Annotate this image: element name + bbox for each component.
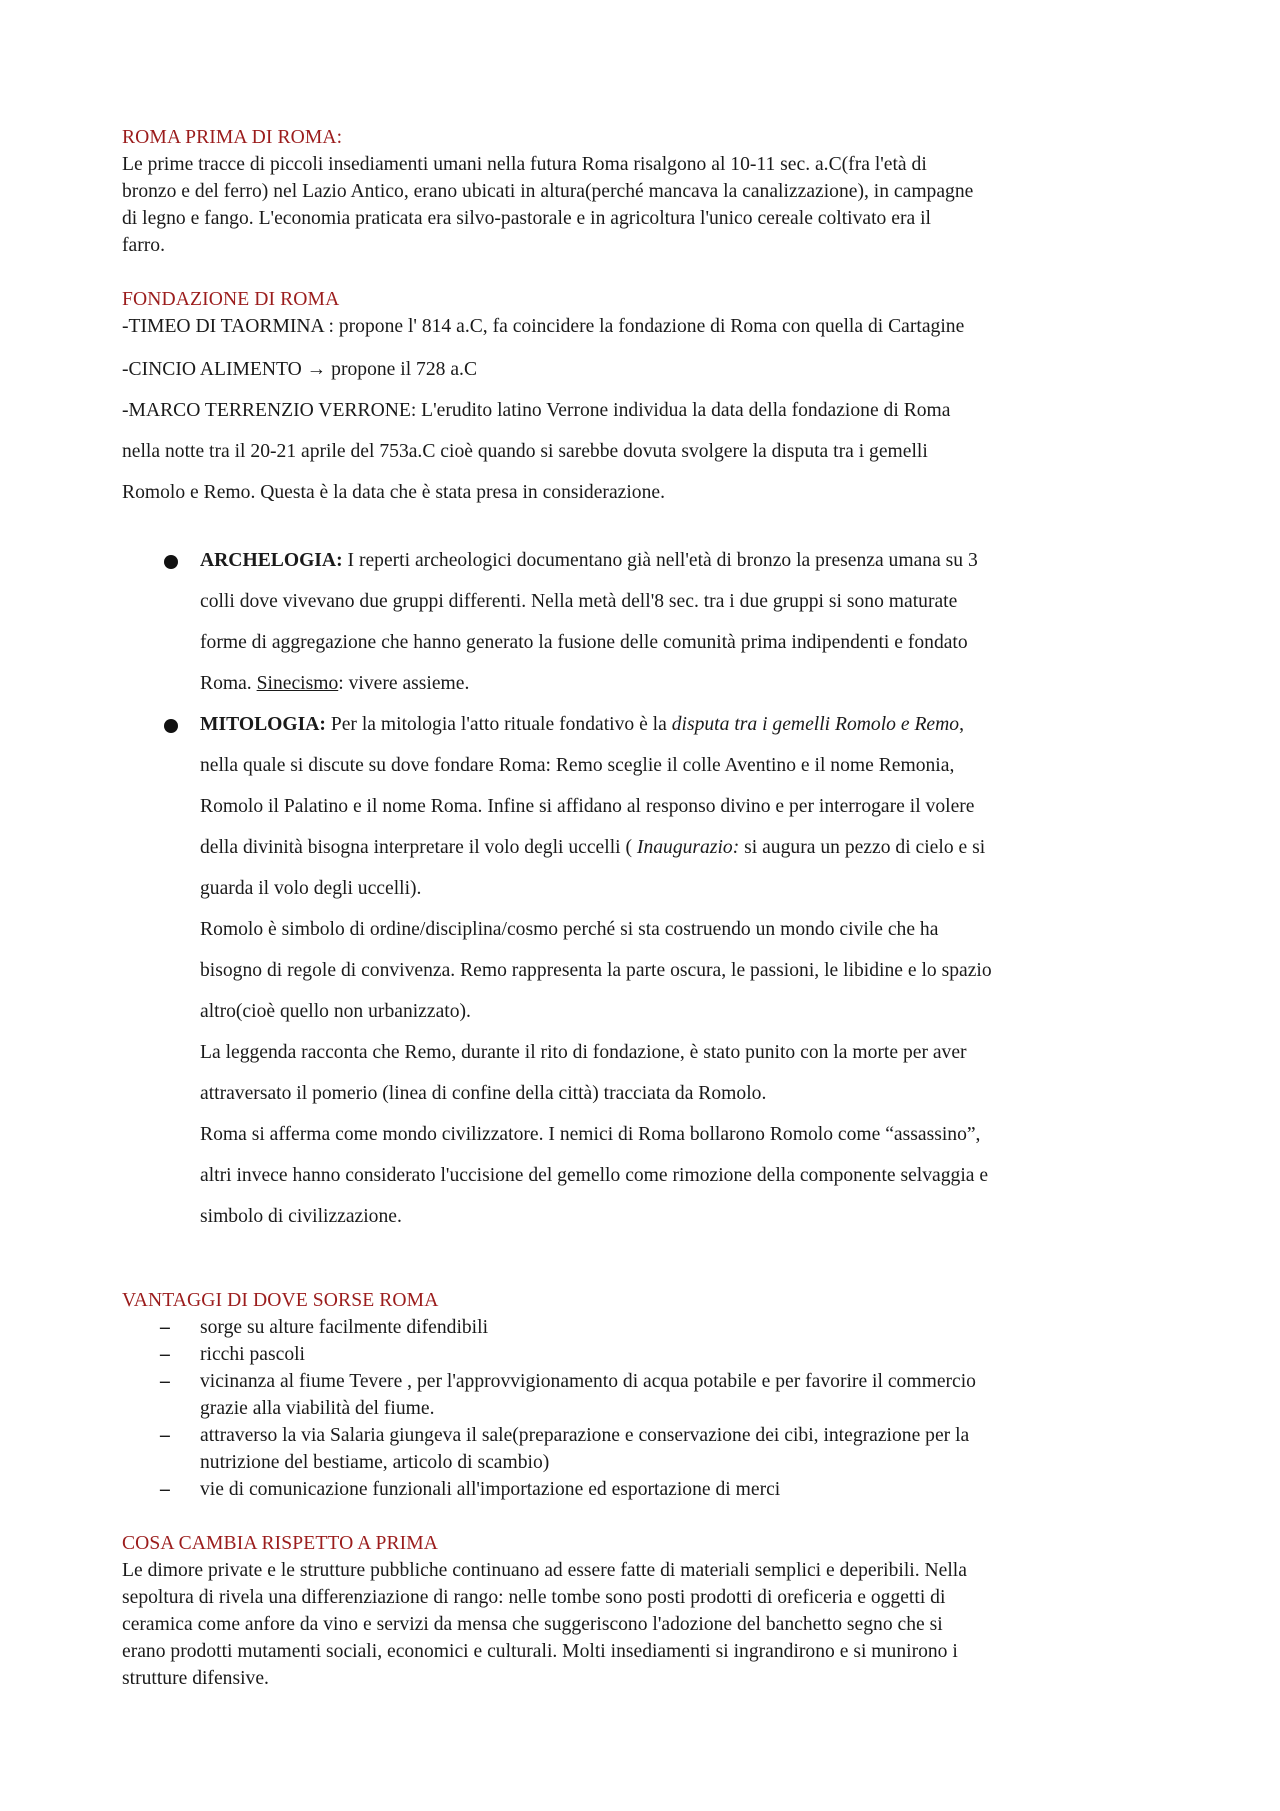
paragraph-line: strutture difensive.: [122, 1668, 269, 1689]
source-timeo: -TIMEO DI TAORMINA : propone l' 814 a.C, fa coincidere la fondazione di Roma con quella di Cartagine: [122, 316, 965, 337]
bullet-text: Romolo è simbolo di ordine/disciplina/cosmo perché si sta costruendo un mondo civile che ha: [200, 919, 939, 940]
bullet-text: La leggenda racconta che Remo, durante il rito di fondazione, è stato punito con la morte per aver: [200, 1042, 967, 1063]
bullet-text: attraversato il pomerio (linea di confine della città) tracciata da Romolo.: [200, 1083, 767, 1104]
bullet-text: Per la mitologia l'atto rituale fondativo è la: [325, 714, 672, 735]
fondazione-sources: [122, 313, 1170, 513]
source-cincio: -CINCIO ALIMENTO → propone il 728 a.C: [122, 359, 478, 380]
list-item-text: vie di comunicazione funzionali all'importazione ed esportazione di merci: [200, 1479, 781, 1500]
bullet-dot-icon: [164, 555, 178, 569]
bullet-label: MITOLOGIA:: [200, 714, 326, 735]
section-heading: VANTAGGI DI DOVE SORSE ROMA: [122, 1290, 439, 1311]
list-item: [122, 1314, 1170, 1341]
underlined-term: Sinecismo: [256, 673, 339, 694]
paragraph-line: Le prime tracce di piccoli insediamenti umani nella futura Roma risalgono al 10-11 sec. a.C(fra l'età di: [122, 154, 927, 175]
bullet-text: Roma.: [200, 673, 257, 694]
section-heading: ROMA PRIMA DI ROMA:: [122, 127, 343, 148]
dash-marker-icon: –: [160, 1479, 170, 1500]
bullet-text: forme di aggregazione che hanno generato la fusione delle comunità prima indipendenti e fondato: [200, 632, 968, 653]
paragraph-line: bronzo e del ferro) nel Lazio Antico, erano ubicati in altura(perché mancava la canalizzazione), in campagne: [122, 181, 974, 202]
dash-marker-icon: –: [160, 1371, 170, 1392]
bullet-text: Romolo il Palatino e il nome Roma. Infine si affidano al responso divino e per interrogare il volere: [200, 796, 975, 817]
bullet-label: ARCHELOGIA:: [200, 550, 343, 571]
dash-list: [122, 1314, 1170, 1503]
list-item-text: grazie alla viabilità del fiume.: [200, 1398, 435, 1419]
section-vantaggi: [122, 1287, 1170, 1503]
paragraph-line: Le dimore private e le strutture pubbliche continuano ad essere fatte di materiali semplici e deperibili. Nella: [122, 1560, 967, 1581]
paragraph-line: di legno e fango. L'economia praticata era silvo-pastorale e in agricoltura l'unico cereale coltivato era il: [122, 208, 931, 229]
paragraph-line: sepoltura di rivela una differenziazione di rango: nelle tombe sono posti prodotti di oreficeria e oggetti di: [122, 1587, 946, 1608]
paragraph-line: Romolo e Remo. Questa è la data che è stata presa in considerazione.: [122, 482, 665, 503]
list-item-text: nutrizione del bestiame, articolo di scambio): [200, 1452, 550, 1473]
section-heading: FONDAZIONE DI ROMA: [122, 289, 340, 310]
italic-term: Inaugurazio:: [636, 837, 740, 858]
source-varrone: -MARCO TERRENZIO VERRONE: L'erudito latino Verrone individua la data della fondazione di Roma: [122, 400, 951, 421]
bullet-text: guarda il volo degli uccelli).: [200, 878, 422, 899]
list-item: [122, 1341, 1170, 1368]
list-item: [122, 1422, 1170, 1476]
bullet-text: colli dove vivevano due gruppi differenti. Nella metà dell'8 sec. tra i due gruppi si sono maturate: [200, 591, 958, 612]
bullet-text: nella quale si discute su dove fondare Roma: Remo sceglie il colle Aventino e il nome Remonia,: [200, 755, 955, 776]
bullet-text: : vivere assieme.: [338, 673, 470, 694]
section-heading: COSA CAMBIA RISPETTO A PRIMA: [122, 1533, 439, 1554]
document-page: [122, 124, 1170, 1692]
list-item: [122, 1476, 1170, 1503]
bullet-mitologia: [122, 704, 1170, 1237]
section-fondazione-di-roma: [122, 286, 1170, 513]
list-item-text: sorge su alture facilmente difendibili: [200, 1317, 489, 1338]
list-item-text: vicinanza al fiume Tevere , per l'approvvigionamento di acqua potabile e per favorire il commercio: [200, 1371, 976, 1392]
dash-marker-icon: –: [160, 1344, 170, 1365]
dash-marker-icon: –: [160, 1317, 170, 1338]
bullet-text: I reperti archeologici documentano già nell'età di bronzo la presenza umana su 3: [342, 550, 978, 571]
bullet-list: [122, 540, 1170, 1237]
section-roma-prima-di-roma: [122, 124, 1170, 259]
bullet-archeologia: [122, 540, 1170, 704]
paragraph-line: farro.: [122, 235, 165, 256]
paragraph-line: erano prodotti mutamenti sociali, economici e culturali. Molti insediamenti si ingrandirono e si munirono i: [122, 1641, 958, 1662]
bullet-text: bisogno di regole di convivenza. Remo rappresenta la parte oscura, le passioni, le libidine e lo spazio: [200, 960, 992, 981]
italic-phrase: disputa tra i gemelli Romolo e Remo: [671, 714, 960, 735]
paragraph-line: nella notte tra il 20-21 aprile del 753a.C cioè quando si sarebbe dovuta svolgere la disputa tra i gemelli: [122, 441, 928, 462]
paragraph-line: ceramica come anfore da vino e servizi da mensa che suggeriscono l'adozione del banchetto segno che si: [122, 1614, 943, 1635]
list-item: [122, 1368, 1170, 1422]
bullet-text: altro(cioè quello non urbanizzato).: [200, 1001, 471, 1022]
bullet-text: simbolo di civilizzazione.: [200, 1206, 402, 1227]
bullet-dot-icon: [164, 719, 178, 733]
dash-marker-icon: –: [160, 1425, 170, 1446]
list-item-text: ricchi pascoli: [200, 1344, 306, 1365]
section-cosa-cambia: [122, 1530, 1170, 1692]
bullet-text: Roma si afferma come mondo civilizzatore. I nemici di Roma bollarono Romolo come “assassino”,: [200, 1124, 981, 1145]
bullet-text: si augura un pezzo di cielo e si: [739, 837, 986, 858]
list-item-text: attraverso la via Salaria giungeva il sale(preparazione e conservazione dei cibi, integrazione per la: [200, 1425, 970, 1446]
bullet-text: della divinità bisogna interpretare il volo degli uccelli (: [200, 837, 637, 858]
bullet-text: altri invece hanno considerato l'uccisione del gemello come rimozione della componente selvaggia e: [200, 1165, 989, 1186]
bullet-text: ,: [959, 714, 964, 735]
